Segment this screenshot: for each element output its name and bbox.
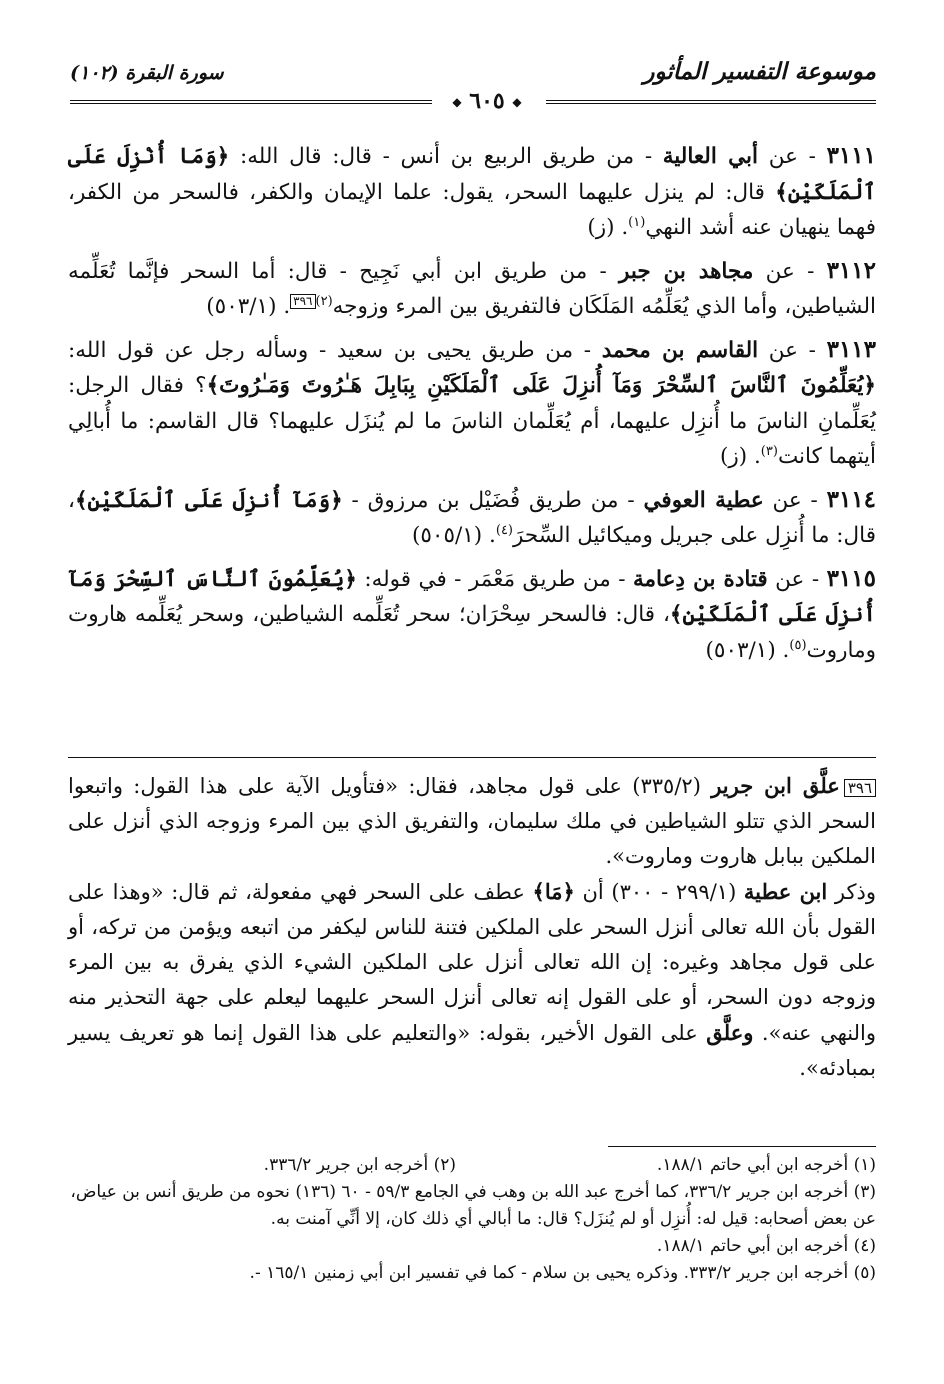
footnote-4: (٤) أخرجه ابن أبي حاتم ١٨٨/١. [656, 1236, 876, 1256]
footnote-3: (٣) أخرجه ابن جرير ٣٣٦/٢، كما أخرج عبد الله بن وهب في الجامع ٥٩/٣ - ٦٠ (١٣٦) نحوه من طريق أنس بن عياض، عن بعض أصحابه: قيل له: أُنزِل أو لم يُنزَل؟ قال: ما أبالي أي ذلك كان، إلا أنِّي آمنت به. [70, 1182, 876, 1229]
footnotes [68, 1152, 876, 1287]
commentary-paragraph: وذكر ابن عطية (٢٩٩/١ - ٣٠٠) أن ﴿مَا﴾ عطف على السحر فهي مفعولة، ثم قال: «وهذا على القول بأن الله تعالى أنزل السحر على الملكين فتنة للناس ليكفر من اتبعه ويؤمن من تركه، أو على قول مجاهد وغيره: إن الله تعالى أنزل على الملكين الشيء الذي يفرق به بين المرء وزوجه دون السحر، أو على القول إنه تعالى أنزل السحر عليهما ليعلم على جهة التحذير منه والنهي عنه». وعلَّق على القول الأخير، بقوله: «والتعليم على هذا القول إنما هو تعريف يسير بمبادئه». [68, 879, 876, 1080]
commentary-ref-box: ٣٩٦ [290, 294, 315, 309]
footnote-2: (٢) أخرجه ابن جرير ٣٣٦/٢. [263, 1155, 456, 1175]
footnote-ref: (٤) [495, 522, 513, 538]
footnote-ref: (٥) [789, 637, 807, 653]
book-title: موسوعة التفسير المأثور [643, 58, 876, 85]
main-text [68, 138, 876, 675]
header-rule-right [546, 100, 876, 104]
footnote-row [68, 1152, 876, 1179]
entry-3113: ٣١١٣ - عن القاسم بن محمد - من طريق يحيى بن سعيد - وسأله رجل عن قول الله: ﴿يُعَلِّمُونَ ٱلنَّاسَ ٱلسِّحْرَ وَمَآ أُنزِلَ عَلَى ٱلْمَلَكَيْنِ بِبَابِلَ هَـٰرُوتَ وَمَـٰرُوتَ﴾؟ فقال الرجل: يُعَلِّمانِ الناسَ ما أُنزِل عليهما، أم يُعَلِّمان الناسَ ما لم يُنزَل عليهما؟ قال القاسم: ما أُبالِي أيتهما كانت$^{(٣)}$. (ز) [68, 335, 877, 469]
footnote-1: (١) أخرجه ابن أبي حاتم ١٨٨/١. [656, 1155, 876, 1175]
entry-3111: ٣١١١ - عن أبي العالية - من طريق الربيع بن أنس - قال: قال الله: ﴿وَمَا أُنْزِلَ عَلَى ٱلْمَلَكَيْنِ﴾ قال: لم ينزل عليهما السحر، يقول: علما الإيمان والكفر، فالسحر من الكفر، فهما ينهيان عنه أشد النهي$^{(١)}$. (ز) [68, 142, 876, 240]
page-number: ◆ ٦٠٥ ◆ [452, 88, 522, 114]
header-rule-left [70, 100, 432, 104]
running-header [70, 58, 876, 92]
footnote-ref: (٢) [315, 293, 333, 309]
commentary-number-box: ٣٩٦ [844, 779, 876, 797]
commentary-separator [68, 757, 876, 758]
entry-3115: ٣١١٥ - عن قتادة بن دِعامة - من طريق مَعْمَر - في قوله: ﴿يُعَلِّمُونَ ٱلنَّاسَ ٱلسِّحْرَ وَمَآ أُنزِلَ عَلَى ٱلْمَلَكَيْنِ﴾، قال: فالسحر سِحْرَان؛ سحر تُعَلِّمه الشياطين، وسحر يُعَلِّمه هاروت وماروت$^{(٥)}$. (٥٠٣/١) [68, 564, 877, 663]
entry-3112: ٣١١٢ - عن مجاهد بن جبر - من طريق ابن أبي نَجِيح - قال: أما السحر فإنَّما تُعَلِّمه الشياطين، وأما الذي يُعَلِّمُه المَلَكَان فالتفريق بين المرء وزوجه$^{(٢)}$٣٩٦. (٥٠٣/١) [68, 256, 876, 319]
surah-name: سورة البقرة (١٠٢) [70, 62, 224, 84]
commentary-section [68, 768, 876, 1086]
entry-3114: ٣١١٤ - عن عطية العوفي - من طريق فُضَيْل بن مرزوق - ﴿وَمَآ أُنزِلَ عَلَى ٱلْمَلَكَيْنِ﴾، قال: ما أُنزِل على جبريل وميكائيل السِّحرَ$^{(٤)}$. (٥٠٥/١) [68, 485, 877, 548]
footnotes-separator [608, 1146, 876, 1147]
footnote-ref: (١) [628, 214, 646, 230]
ornament-icon: ◆ [452, 95, 462, 109]
footnote-5: (٥) أخرجه ابن جرير ٣٣٣/٢. وذكره يحيى بن سلام - كما في تفسير ابن أبي زمنين ١٦٥/١ -. [249, 1263, 876, 1283]
commentary-paragraph: ٣٩٦علَّق ابن جرير (٣٣٥/٢) على قول مجاهد، فقال: «فتأويل الآية على هذا القول: واتبعوا السحر الذي تتلو الشياطين في ملك سليمان، والتفريق الذي بين المرء وزوجه الذي أنزل على الملكين ببابل هاروت وماروت». [68, 773, 876, 868]
ornament-icon: ◆ [512, 95, 522, 109]
footnote-ref: (٣) [760, 443, 778, 459]
